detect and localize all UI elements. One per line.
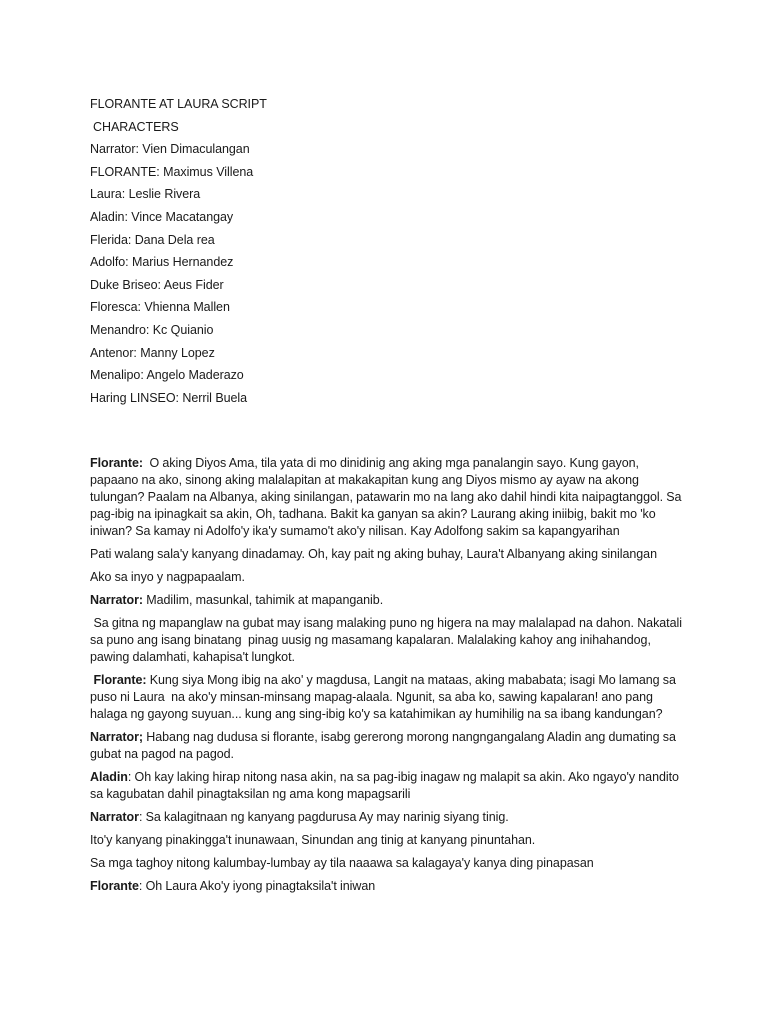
dialogue-text: Madilim, masunkal, tahimik at mapanganib.: [143, 593, 384, 607]
dialogue-text: : Sa kalagitnaan ng kanyang pagdurusa Ay may narinig siyang tinig.: [138, 810, 509, 824]
cast-item: Narrator: Vien Dimaculangan: [90, 142, 250, 157]
script-paragraph: [90, 855, 682, 872]
speaker-label: Florante:: [90, 673, 147, 687]
cast-item: Menalipo: Angelo Maderazo: [90, 368, 244, 383]
cast-item: FLORANTE: Maximus Villena: [90, 164, 254, 179]
dialogue-text: Sa mga taghoy nitong kalumbay-lumbay ay tila naaawa sa kalagaya'y kanya ding pinapasan: [90, 856, 594, 870]
cast-item: Antenor: Manny Lopez: [90, 345, 215, 360]
characters-heading: CHARACTERS: [93, 119, 179, 134]
cast-item: Aladin: Vince Macatangay: [90, 209, 234, 224]
dialogue-text: : Oh Laura Ako'y iyong pinagtaksila't iniwan: [138, 879, 376, 893]
dialogue-text: Kung siya Mong ibig na ako' y magdusa, Langit na mataas, aking mababata; isagi Mo lamang sa puso ni Laura na ako'y minsan-minsang mapag-alaala. Ngunit, sa aba ko, sawing kapalaran! ano pang halaga ng gayong suyuan... kung ang sing-ibig ko'y sa katahimikan ay humihilig na sa ibang kandungan?: [90, 673, 680, 721]
cast-item: Laura: Leslie Rivera: [90, 187, 201, 202]
script-paragraph: [90, 769, 682, 803]
script-paragraph: [90, 615, 686, 666]
speaker-label: Narrator:: [90, 593, 144, 607]
dialogue-text: : Oh kay laking hirap nitong nasa akin, na sa pag-ibig inagaw ng malapit sa akin. Ako ngayo'y nandito sa kagubatan dahil pinagtaksilan ng ama kong mapagsarili: [90, 770, 679, 801]
script-paragraph: [90, 672, 682, 723]
dialogue-text: O aking Diyos Ama, tila yata di mo dinidinig ang aking mga panalangin sayo. Kung gayon, papaano na ako, sinong aking malalapitan at makakapitan kung ang Diyos mismo ay ayaw na akong tulungan? Paalam na Albanya, aking sinilangan, patawarin mo na lang ako dahil hindi kita naipagtanggol. Sa pag-ibig na ipinagkait sa akin, Oh, tadhana. Bakit ka ganyan sa akin? Laurang aking iniibig, bakit mo 'ko iniwan? Sa kamay ni Adolfo'y ika'y sumamo't ako'y nilisan. Kay Adolfong sakim sa kapangyarihan: [90, 456, 685, 538]
dialogue-text: Pati walang sala'y kanyang dinadamay. Oh, kay pait ng aking buhay, Laura't Albanyang aking sinilangan: [90, 547, 657, 561]
cast-item: Adolfo: Marius Hernandez: [90, 255, 234, 270]
script-paragraph: [90, 729, 682, 763]
dialogue-text: Ito'y kanyang pinakingga't inunawaan, Sinundan ang tinig at kanyang pinuntahan.: [90, 833, 536, 847]
script-paragraph: [90, 569, 682, 586]
document-title: FLORANTE AT LAURA SCRIPT: [90, 97, 267, 111]
script-paragraph: [90, 592, 682, 609]
script-section: [90, 455, 686, 901]
script-paragraph: [90, 832, 682, 849]
cast-item: Duke Briseo: Aeus Fider: [90, 277, 224, 292]
cast-item: Haring LINSEO: Nerril Buela: [90, 390, 248, 405]
script-paragraph: [90, 809, 682, 826]
speaker-label: Aladin: [90, 770, 128, 784]
cast-list-section: [90, 93, 690, 409]
script-paragraph: [90, 546, 682, 563]
speaker-label: Narrator: [90, 810, 139, 824]
speaker-label: Florante: [90, 879, 139, 893]
cast-item: Menandro: Kc Quianio: [90, 322, 214, 337]
dialogue-text: Ako sa inyo y nagpapaalam.: [90, 570, 245, 584]
speaker-label: Narrator;: [90, 730, 144, 744]
script-paragraph: [90, 878, 682, 895]
speaker-label: Florante:: [90, 456, 144, 470]
cast-item: Floresca: Vhienna Mallen: [90, 300, 230, 315]
dialogue-text: Sa gitna ng mapanglaw na gubat may isang malaking puno ng higera na may malalapad na dahon. Nakatali sa puno ang isang binatang pinag uusig ng masamang kapalaran. Malalaking kahoy ang inihahandog, pawing dalamhati, kahapisa't lungkot.: [90, 616, 686, 664]
cast-item: Flerida: Dana Dela rea: [90, 232, 215, 247]
dialogue-text: Habang nag dudusa si florante, isabg gererong morong nangngangalang Aladin ang dumating sa gubat na pagod na pagod.: [90, 730, 680, 761]
script-paragraph: [90, 455, 685, 540]
